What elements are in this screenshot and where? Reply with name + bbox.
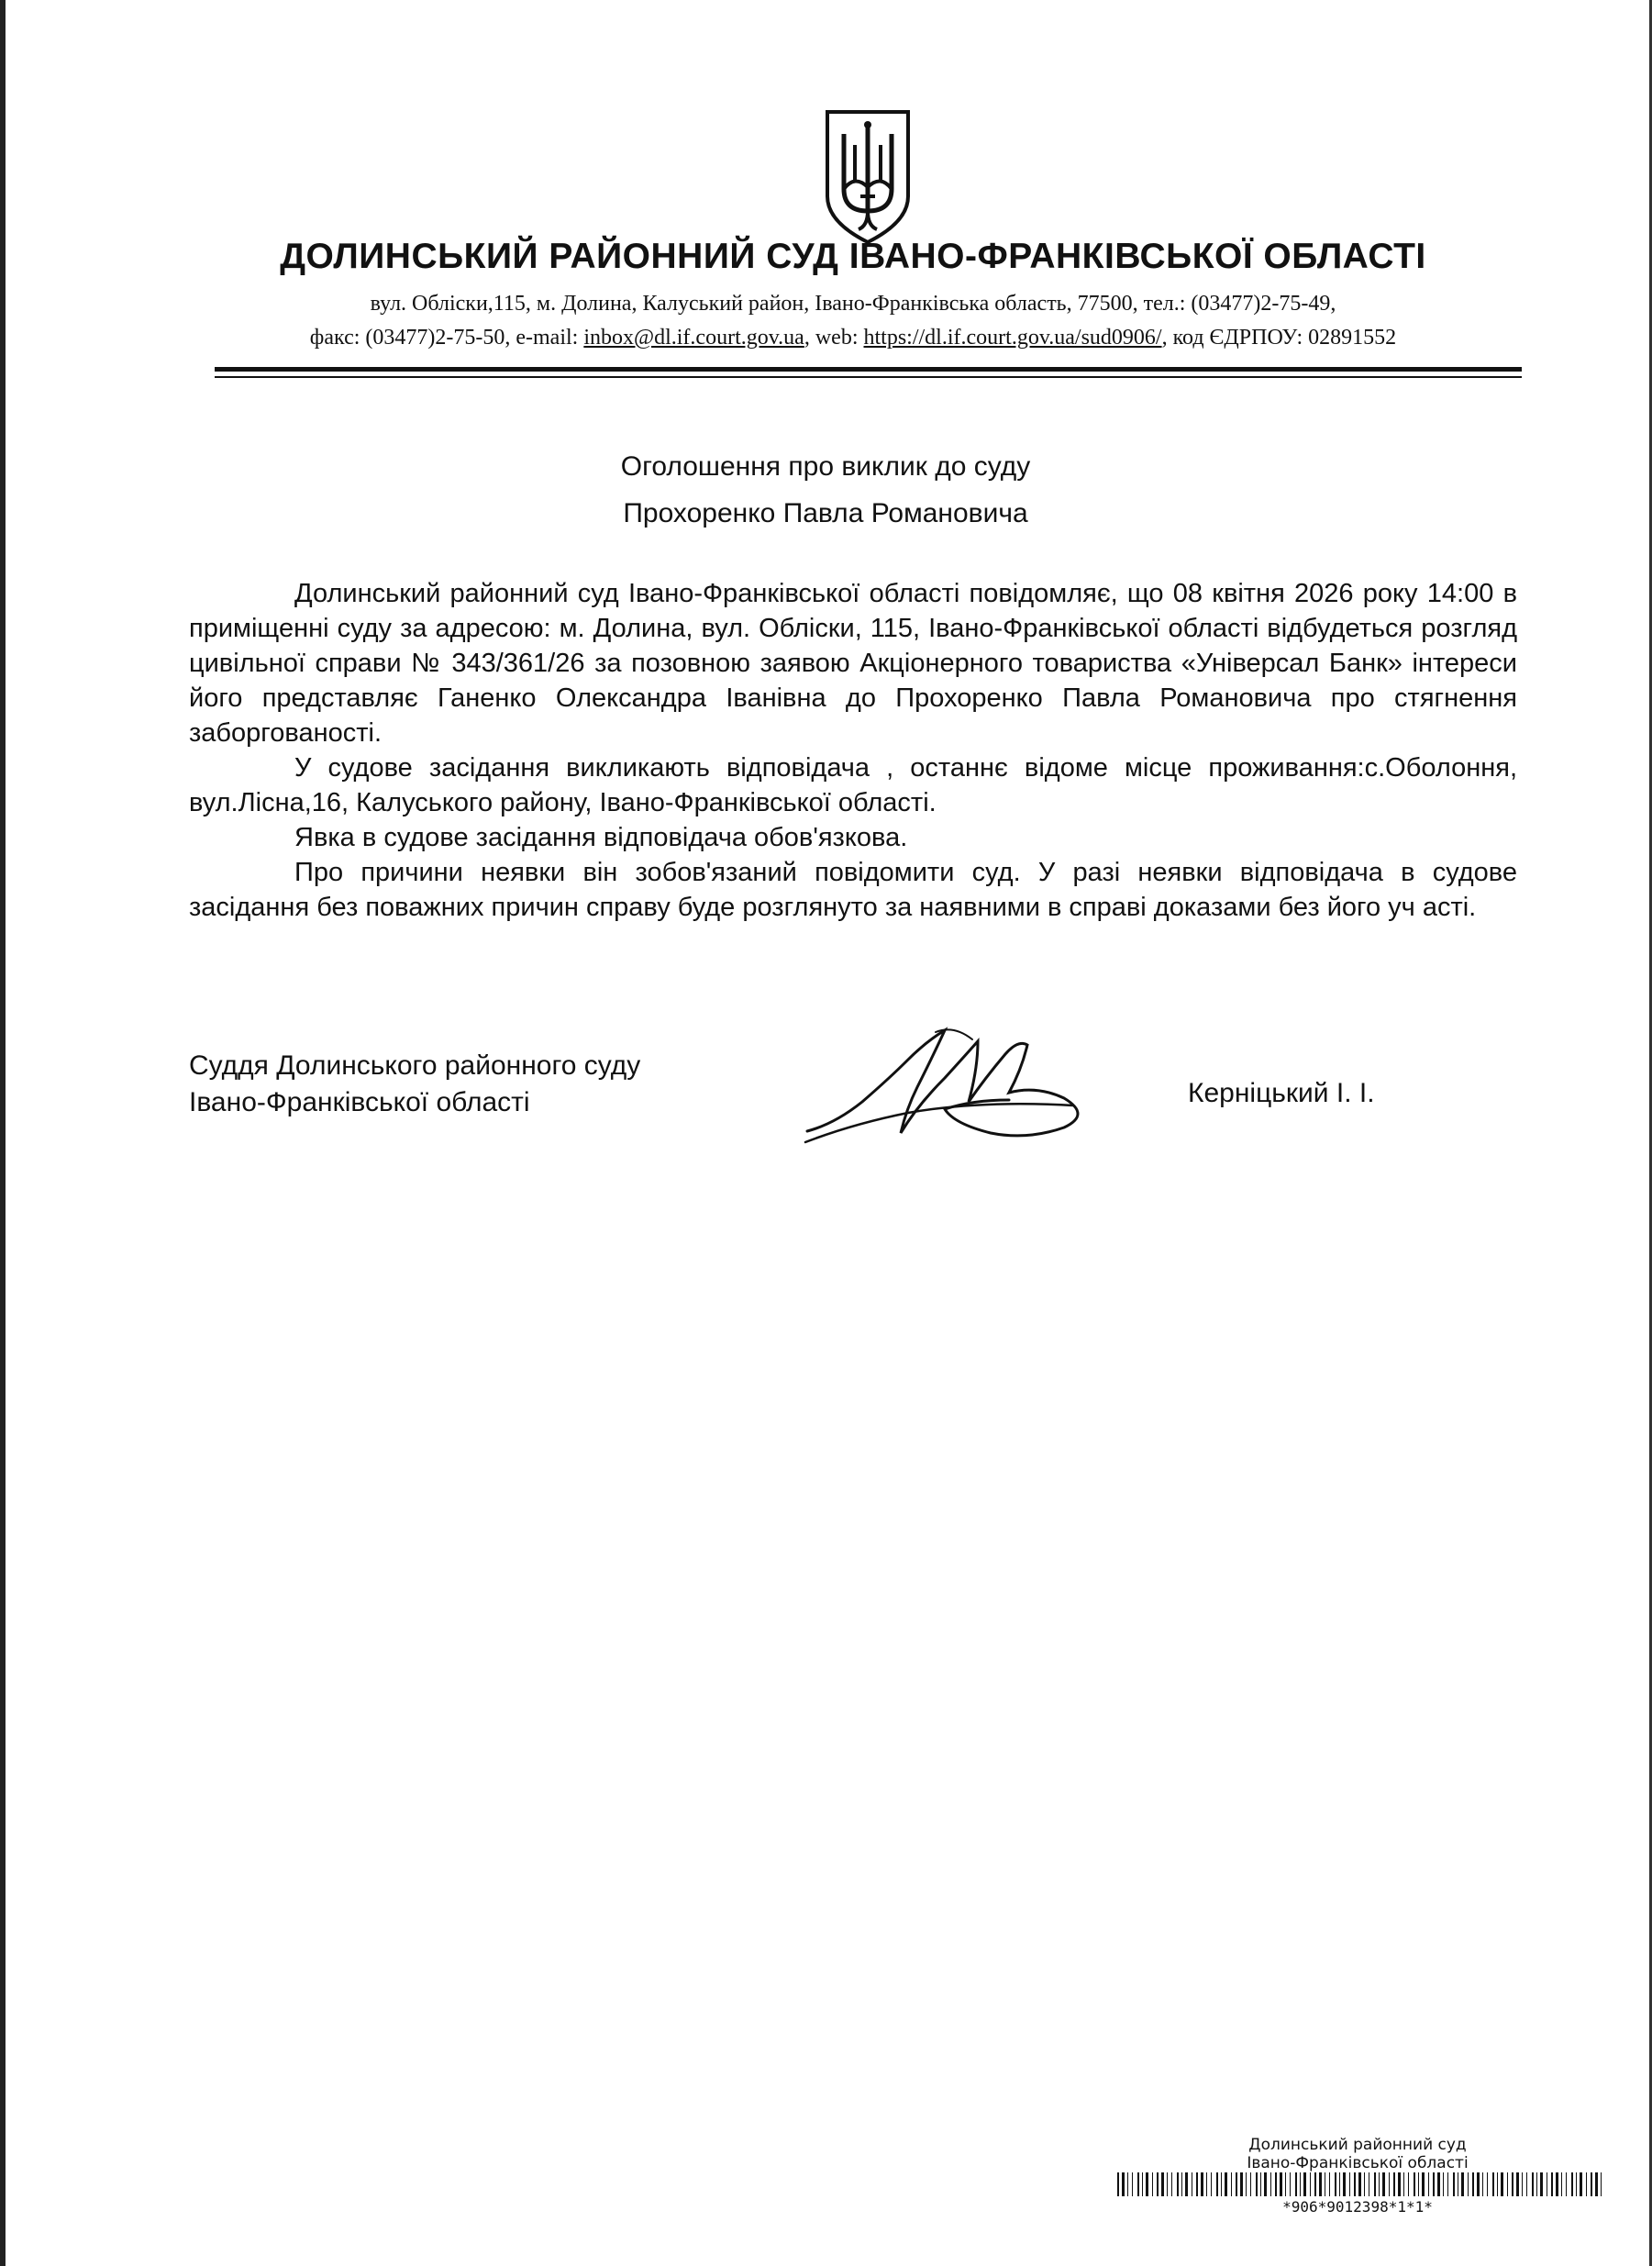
announcement-body: [189, 576, 1517, 925]
header-divider-thin: [215, 376, 1522, 378]
registration-stamp: [1101, 2136, 1614, 2172]
court-address: вул. Обліски,115, м. Долина, Калуський район, Івано-Франківська область, 77500, тел.: (03477)2-75-49,: [370, 292, 1336, 316]
header-divider-thick: [215, 367, 1522, 372]
judge-title-line1: Суддя Долинського районного суду: [189, 1050, 641, 1081]
announcement-title: Оголошення про виклик до суду: [620, 451, 1031, 482]
barcode-number: *906*9012398*1*1*: [1282, 2198, 1433, 2216]
email-link[interactable]: inbox@dl.if.court.gov.ua: [583, 326, 804, 350]
edrpou-code: , код ЄДРПОУ: 02891552: [1161, 326, 1397, 350]
scan-edge-left: [0, 0, 6, 2266]
paragraph-hearing: Долинський районний суд Івано-Франківської області повідомляє, що 08 квітня 2026 року 14:00 в приміщенні суду за адресою: м. Долина, вул. Обліски, 115, Івано-Франківської області відбудеться розгляд цивільної справи № 343/361/26 за позовною заявою Акціонерного товариства «Універсал Банк» інтереси його представляє Ганенко Олександра Іванівна до Прохоренко Павла Романовича про стягнення заборгованості.: [189, 579, 1517, 748]
paragraph-absence: Про причини неявки він зобов'язаний повідомити суд. У разі неявки відповідача в судове засідання без поважних причин справу буде розглянуто за наявними в справі доказами без його уч асті.: [189, 858, 1517, 922]
paragraph-attendance: Явка в судове засідання відповідача обов'язкова.: [294, 823, 908, 852]
barcode-icon: [1117, 2172, 1603, 2196]
coat-of-arms-emblem-icon: [824, 108, 912, 246]
announcement-subtitle: Прохоренко Павла Романовича: [623, 498, 1028, 528]
fax-text: факс: (03477)2-75-50, e-mail:: [309, 326, 584, 350]
court-title: ДОЛИНСЬКИЙ РАЙОННИЙ СУД ІВАНО-ФРАНКІВСЬКОЇ ОБЛАСТІ: [280, 237, 1426, 276]
paragraph-summons: У судове засідання викликають відповідача , останнє відоме місце проживання:с.Оболоння, вул.Лісна,16, Калуського району, Івано-Франківської області.: [189, 753, 1517, 817]
judge-name: Керніцький І. І.: [1188, 1078, 1375, 1108]
web-link[interactable]: https://dl.if.court.gov.ua/sud0906/: [863, 326, 1162, 350]
judge-title: [189, 1048, 831, 1121]
stamp-line2: Івано-Франківської області: [1247, 2154, 1469, 2172]
handwritten-signature-icon: [798, 1014, 1128, 1151]
stamp-line1: Долинський районний суд: [1248, 2136, 1467, 2154]
judge-title-line2: Івано-Франківської області: [189, 1087, 530, 1117]
web-prefix: , web:: [804, 326, 864, 350]
court-contacts: [211, 326, 1495, 350]
